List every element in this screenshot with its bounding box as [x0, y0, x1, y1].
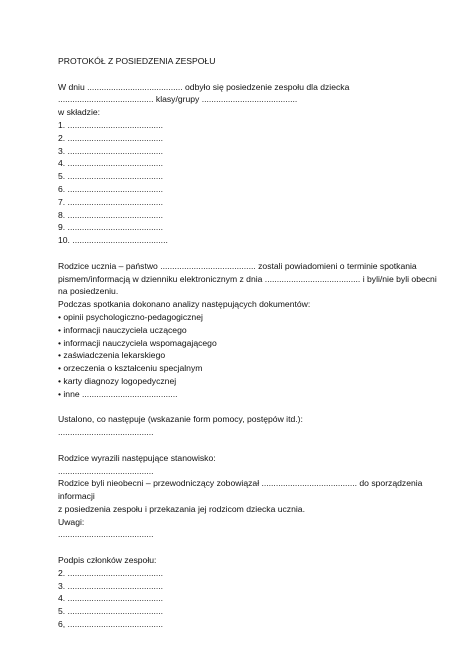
- opinion-line: z posiedzenia zespołu i przekazania jej rodzicom dziecka ucznia.: [58, 503, 305, 514]
- opinion-blank-line: ........................................: [58, 465, 154, 476]
- signature-line: 3. ........................................: [58, 580, 164, 591]
- document-item: • zaświadczenia lekarskiego: [58, 350, 166, 361]
- spacer: [58, 541, 434, 554]
- document-item: • orzeczenia o kształceniu specjalnym: [58, 363, 203, 374]
- member-line: 9. ........................................: [58, 222, 164, 233]
- signatures-section: [58, 554, 434, 631]
- document-title: PROTOKÓŁ Z POSIEDZENIA ZESPOŁU: [58, 56, 216, 66]
- member-line: 6. ........................................: [58, 183, 164, 194]
- member-line: 1. ........................................: [58, 119, 164, 130]
- document-item: • opinii psychologiczno-pedagogicznej: [58, 311, 203, 322]
- member-line: 10. ........................................: [58, 235, 168, 246]
- member-line: 8. ........................................: [58, 209, 164, 220]
- documents-list: [58, 311, 434, 401]
- signature-line: 4. ........................................: [58, 593, 164, 604]
- findings-blank-line: ........................................: [58, 427, 154, 438]
- findings-section: [58, 413, 434, 439]
- intro-section: [58, 81, 434, 119]
- members-list: [58, 119, 434, 247]
- findings-heading: Ustalono, co następuje (wskazanie form pomocy, postępów itd.):: [58, 414, 303, 425]
- parents-info-line: na posiedzeniu.: [58, 286, 119, 297]
- signatures-heading: Podpis członków zespołu:: [58, 555, 157, 566]
- opinion-line: Rodzice byli nieobecni – przewodniczący zobowiązał ........................................ do sporządzenia: [58, 478, 423, 489]
- intro-line: ........................................ klasy/grupy ........................................: [58, 94, 298, 105]
- opinion-line: informacji: [58, 491, 95, 502]
- composition-label: w składzie:: [58, 107, 101, 118]
- spacer: [58, 439, 434, 452]
- remarks-label: Uwagi:: [58, 516, 85, 527]
- member-line: 4. ........................................: [58, 158, 164, 169]
- member-line: 5. ........................................: [58, 171, 164, 182]
- opinion-heading: Rodzice wyrazili następujące stanowisko:: [58, 452, 216, 463]
- parents-info-section: [58, 260, 437, 311]
- member-line: 2. ........................................: [58, 132, 164, 143]
- signature-line: 6, ........................................: [58, 619, 164, 630]
- spacer: [58, 247, 434, 260]
- remarks-blank-line: ........................................: [58, 529, 154, 540]
- intro-line: W dniu ........................................ odbyło się posiedzenie zespołu dla dziecka: [58, 81, 350, 92]
- parents-opinion-section: [58, 452, 434, 542]
- parents-info-line: pismem/informacją w dzienniku elektronicznym z dnia ........................................ i byli/nie byli obecni: [58, 273, 437, 284]
- document-item: • informacji nauczyciela uczącego: [58, 324, 187, 335]
- signature-line: 5. ........................................: [58, 606, 164, 617]
- signature-line: 2. ........................................: [58, 567, 164, 578]
- parents-info-line: Rodzice ucznia – państwo ........................................ zostali powiadomieni o terminie spotkania: [58, 260, 417, 271]
- member-line: 7. ........................................: [58, 196, 164, 207]
- document-item: • informacji nauczyciela wspomagającego: [58, 337, 217, 348]
- member-line: 3. ........................................: [58, 145, 164, 156]
- document-item: • karty diagnozy logopedycznej: [58, 375, 177, 386]
- documents-heading: Podczas spotkania dokonano analizy następujących dokumentów:: [58, 299, 311, 310]
- document-item: • inne ........................................: [58, 388, 178, 399]
- spacer: [58, 401, 434, 414]
